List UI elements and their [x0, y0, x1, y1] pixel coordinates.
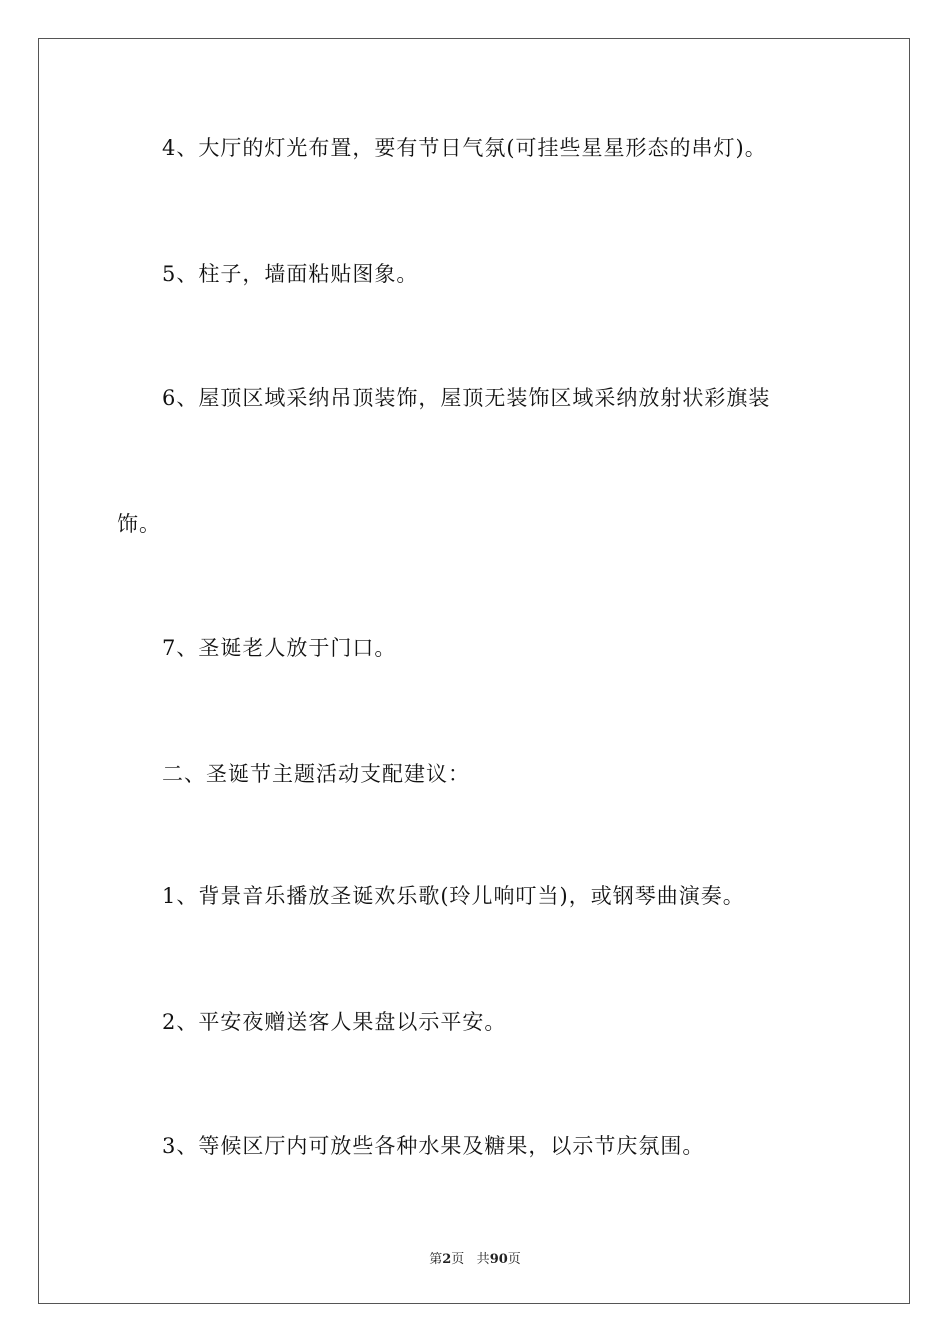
- total-prefix: 共: [476, 1252, 490, 1267]
- paragraph-activity-2: 2、平安夜赠送客人果盘以示平安。: [162, 1010, 507, 1034]
- paragraph-item-7: 7、圣诞老人放于门口。: [162, 636, 397, 660]
- page-footer: [0, 1248, 950, 1267]
- page-border: [38, 38, 910, 1304]
- paragraph-activity-3: 3、等候区厅内可放些各种水果及糖果，以示节庆氛围。: [162, 1134, 705, 1158]
- page-suffix: 页: [451, 1252, 465, 1267]
- paragraph-item-6: 6、屋顶区域采纳吊顶装饰，屋顶无装饰区域采纳放射状彩旗装: [162, 386, 771, 410]
- section-heading: 二、圣诞节主题活动支配建议：: [162, 762, 470, 786]
- page-prefix: 第: [429, 1252, 443, 1267]
- paragraph-item-6-continued: 饰。: [117, 512, 161, 536]
- total-pages: 90: [489, 1252, 508, 1267]
- paragraph-item-5: 5、柱子，墙面粘贴图象。: [162, 262, 419, 286]
- paragraph-activity-1: 1、背景音乐播放圣诞欢乐歌(玲儿响叮当)，或钢琴曲演奏。: [162, 884, 745, 908]
- page-number: 2: [442, 1252, 452, 1267]
- total-suffix: 页: [507, 1252, 521, 1267]
- paragraph-item-4: 4、大厅的灯光布置，要有节日气氛(可挂些星星形态的串灯)。: [162, 136, 767, 160]
